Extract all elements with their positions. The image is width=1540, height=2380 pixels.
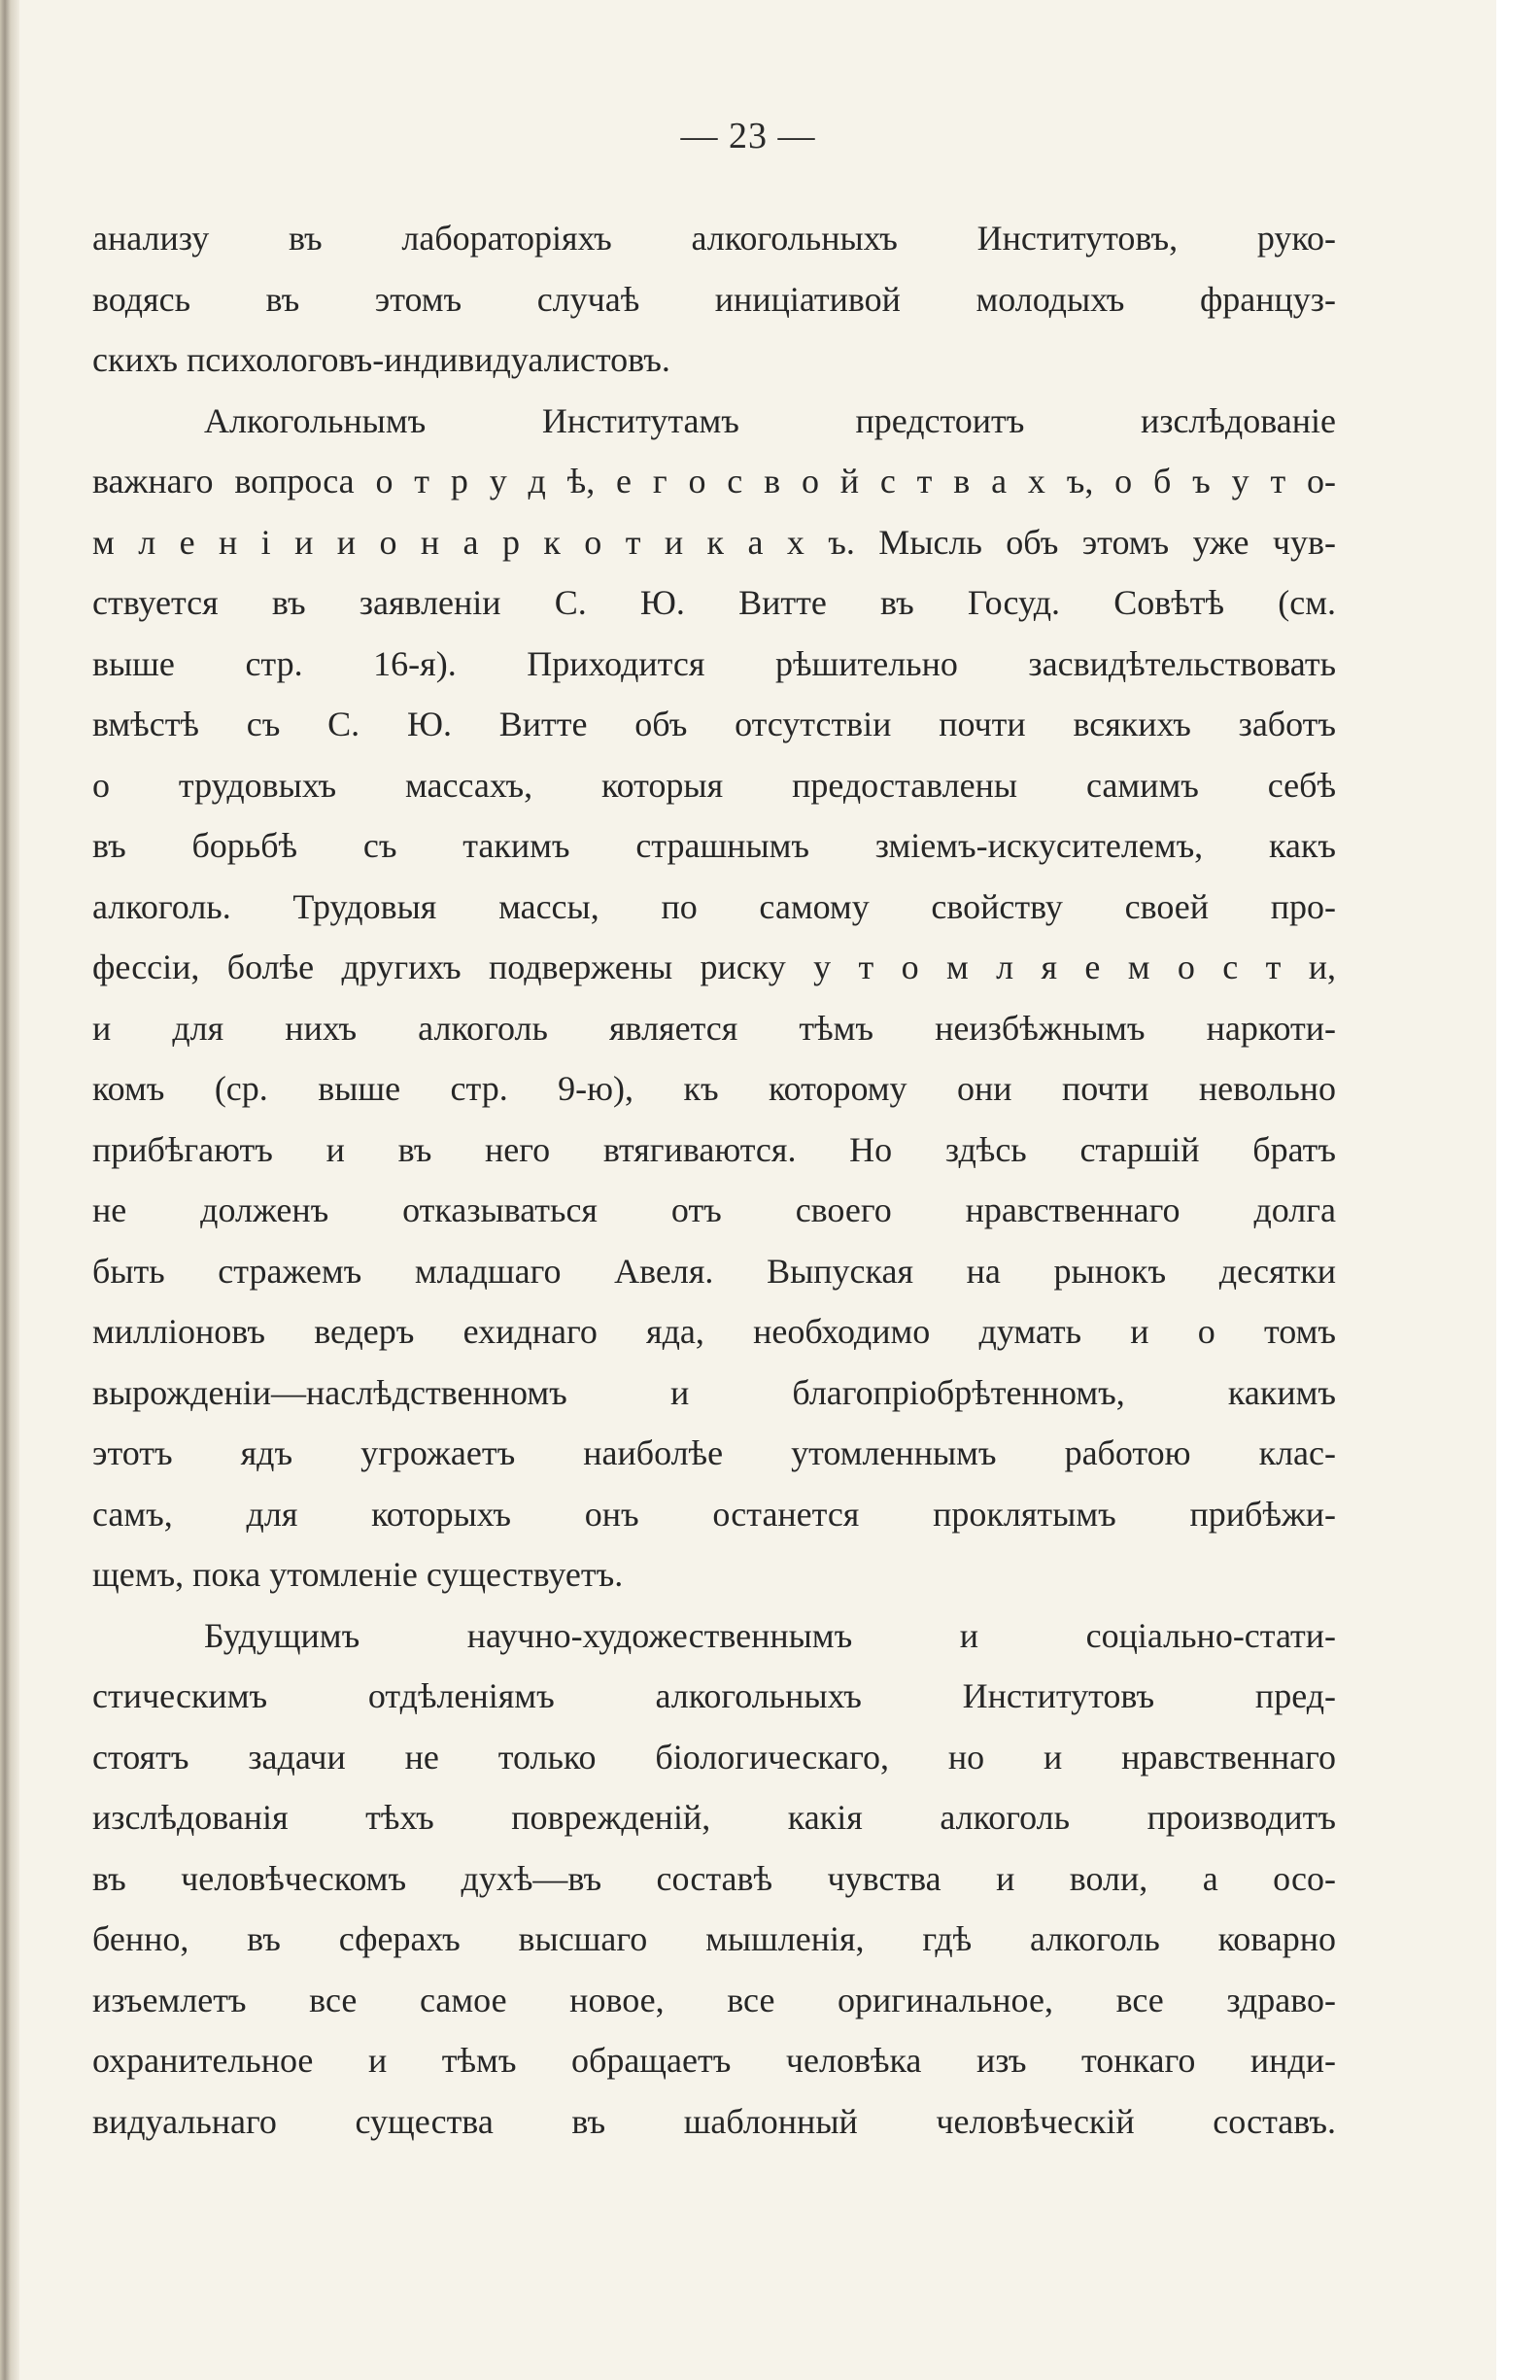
text-line: комъ (ср. выше стр. 9-ю), къ которому они почти невольно <box>92 1069 1336 1108</box>
page-number: — 23 — <box>680 116 816 156</box>
text-line: въ человѣческомъ духѣ—въ составѣ чувства и воли, а осо- <box>92 1858 1336 1898</box>
page-binding-edge <box>0 0 19 2380</box>
body-text <box>92 208 1336 2152</box>
text-line: изслѣдованія тѣхъ поврежденій, какія алкоголь производитъ <box>92 1798 1336 1837</box>
text-line: самъ, для которыхъ онъ останется проклятымъ прибѣжи- <box>92 1494 1336 1534</box>
text-line: ствуется въ заявленіи С. Ю. Витте въ Госуд. Совѣтѣ (см. <box>92 583 1336 622</box>
text-line: этотъ ядъ угрожаетъ наиболѣе утомленнымъ работою клас- <box>92 1433 1336 1472</box>
text-line: въ борьбѣ съ такимъ страшнымъ зміемъ-искусителемъ, какъ <box>92 826 1336 865</box>
text-line: быть стражемъ младшаго Авеля. Выпуская на рынокъ десятки <box>92 1251 1336 1291</box>
text-line: не долженъ отказываться отъ своего нравственнаго долга <box>92 1190 1336 1229</box>
text-line: стическимъ отдѣленіямъ алкогольныхъ Институтовъ пред- <box>92 1676 1336 1715</box>
text-line: алкоголь. Трудовыя массы, по самому свойству своей про- <box>92 886 1336 926</box>
text-line: изъемлетъ все самое новое, все оригинальное, все здраво- <box>92 1980 1336 2019</box>
text-line: видуальнаго существа въ шаблонный человѣческій составъ. <box>92 2101 1336 2141</box>
text-line: водясь въ этомъ случаѣ иниціативой молодыхъ француз- <box>92 279 1336 319</box>
text-line: щемъ, пока утомленіе существуетъ. <box>92 1555 624 1594</box>
text-line: вмѣстѣ съ С. Ю. Витте объ отсутствіи почти всякихъ заботъ <box>92 705 1336 743</box>
text-line: важнаго вопроса о т р у д ѣ, е г о с в о й с т в а х ъ, о б ъ у т о- <box>92 462 1336 500</box>
text-line: м л е н і и и о н а р к о т и к а х ъ. Мысль объ этомъ уже чув- <box>92 522 1336 562</box>
text-line: о трудовыхъ массахъ, которыя предоставлены самимъ себѣ <box>92 765 1336 805</box>
text-line: анализу въ лабораторіяхъ алкогольныхъ Институтовъ, руко- <box>92 219 1336 258</box>
text-line: Алкогольнымъ Институтамъ предстоитъ изслѣдованіе <box>204 400 1336 440</box>
text-line: стоятъ задачи не только біологическаго, но и нравственнаго <box>92 1737 1336 1776</box>
text-line: и для нихъ алкоголь является тѣмъ неизбѣжнымъ наркоти- <box>92 1008 1336 1048</box>
text-line: милліоновъ ведеръ ехиднаго яда, необходимо думать и о томъ <box>92 1312 1336 1351</box>
text-line: охранительное и тѣмъ обращаетъ человѣка изъ тонкаго инди- <box>92 2041 1336 2080</box>
text-line: вырожденіи—наслѣдственномъ и благопріобрѣтенномъ, какимъ <box>92 1372 1336 1412</box>
text-line: выше стр. 16-я). Приходится рѣшительно засвидѣтельствовать <box>92 643 1336 683</box>
text-line: скихъ психологовъ-индивидуалистовъ. <box>92 340 670 379</box>
text-line: Будущимъ научно-художественнымъ и соціально-стати- <box>204 1615 1336 1655</box>
text-line: фессіи, болѣе другихъ подвержены риску у т о м л я е м о с т и, <box>92 948 1336 986</box>
text-line: прибѣгаютъ и въ него втягиваются. Но здѣсь старшій братъ <box>92 1129 1336 1169</box>
text-line: бенно, въ сферахъ высшаго мышленія, гдѣ алкоголь коварно <box>92 1919 1336 1958</box>
